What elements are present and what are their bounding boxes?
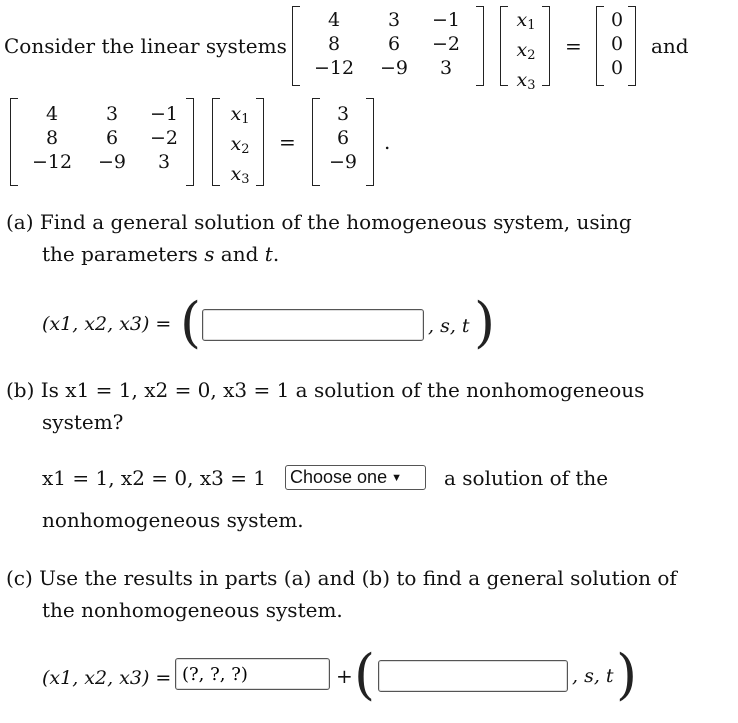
part-b-question-line2: system? — [42, 410, 124, 434]
matrix-a-cell: −1 — [431, 9, 460, 31]
b-vector-cell: −9 — [328, 151, 357, 173]
part-b-line4: nonhomogeneous system. — [42, 508, 304, 532]
and-text: and — [651, 34, 689, 58]
vector-x-cell: $x_1$ — [230, 103, 250, 127]
right-paren-c: ) — [616, 643, 638, 706]
part-a-question: (a) Find a general solution of the homogeneous system, using — [6, 210, 632, 234]
vector-x-cell: $x_3$ — [230, 163, 250, 187]
matrix-a-cell: −12 — [31, 151, 73, 173]
matrix-a-cell: 4 — [45, 103, 59, 125]
b-vector-cell: 6 — [336, 127, 350, 149]
homogeneous-solution-input[interactable] — [202, 309, 424, 341]
matrix-a-cell: −1 — [149, 103, 178, 125]
intro-text: Consider the linear systems — [4, 34, 287, 58]
vector-x-cell: $x_1$ — [516, 9, 536, 33]
matrix-a-cell: −2 — [149, 127, 178, 149]
matrix-a-cell: 8 — [327, 33, 341, 55]
matrix-a-cell: 3 — [105, 103, 119, 125]
matrix-a-cell: −9 — [379, 57, 408, 79]
period: . — [384, 130, 391, 154]
zero-vector-cell: 0 — [610, 57, 624, 79]
part-c-question: (c) Use the results in parts (a) and (b) to find a general solution of — [6, 566, 677, 590]
left-paren-c: ( — [354, 643, 376, 706]
plus-sign: + — [336, 664, 353, 688]
vector-x-cell: $x_3$ — [516, 69, 536, 93]
solution-choice-select[interactable]: Choose one ▼ — [285, 465, 426, 490]
matrix-a-cell: 3 — [157, 151, 171, 173]
equals-sign-2: = — [279, 130, 296, 154]
b-vector-cell: 3 — [336, 103, 350, 125]
left-paren-a: ( — [180, 291, 202, 354]
matrix-a-cell: 4 — [327, 9, 341, 31]
matrix-a-cell: 6 — [387, 33, 401, 55]
matrix-a-cell: 3 — [387, 9, 401, 31]
matrix-a-cell: 3 — [439, 57, 453, 79]
matrix-a-cell: −12 — [313, 57, 355, 79]
equals-sign-1: = — [565, 34, 582, 58]
vector-x-cell: $x_2$ — [516, 39, 536, 63]
matrix-a-cell: −9 — [97, 151, 126, 173]
right-paren-a: ) — [474, 291, 496, 354]
part-c-question-line2: the nonhomogeneous system. — [42, 598, 343, 622]
part-b-after-select: a solution of the — [444, 466, 609, 490]
part-b-statement: x1 = 1, x2 = 0, x3 = 1 — [42, 466, 267, 490]
matrix-a-cell: −2 — [431, 33, 460, 55]
zero-vector-cell: 0 — [610, 9, 624, 31]
particular-solution-input[interactable] — [175, 658, 330, 690]
zero-vector-cell: 0 — [610, 33, 624, 55]
vector-x-cell: $x_2$ — [230, 133, 250, 157]
part-b-question: (b) Is x1 = 1, x2 = 0, x3 = 1 a solution of the nonhomogeneous — [6, 378, 645, 402]
part-a-lhs: (x1, x2, x3) = — [42, 313, 172, 335]
part-c-lhs: (x1, x2, x3) = — [42, 667, 172, 689]
part-c-params: , s, t — [572, 665, 614, 687]
nonhomogeneous-direction-input[interactable] — [378, 660, 568, 692]
chevron-down-icon: ▼ — [391, 472, 402, 484]
part-a-question-line2: the parameters s and t. — [42, 242, 280, 266]
matrix-a-cell: 6 — [105, 127, 119, 149]
part-a-params: , s, t — [428, 315, 470, 337]
matrix-a-cell: 8 — [45, 127, 59, 149]
